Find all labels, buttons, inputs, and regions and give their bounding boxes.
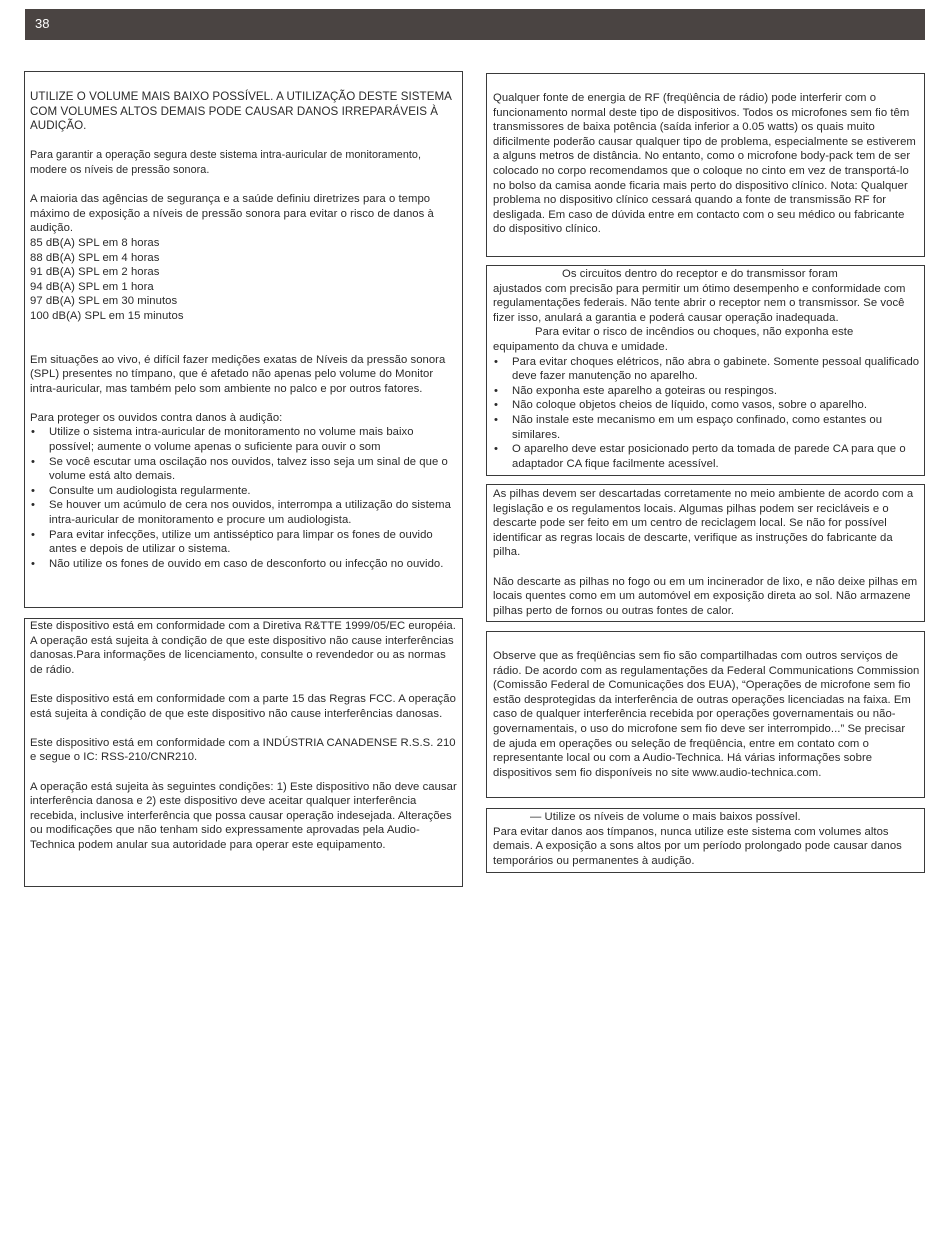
fire-warning-rest: equipamento da chuva e umidade. (493, 340, 668, 353)
circuits-line-first: Os circuitos dentro do receptor e do transmissor foram (562, 268, 838, 280)
battery-paragraph-recycle: As pilhas devem ser descartadas corretamente no meio ambiente de acordo com a legislação e os regulamentos locais. Algumas pilhas podem ser recicláveis e o descarte pode ser feito em um centro de reciclagem local. Se não for possível identificar as regras locais de descarte, verifique as instruções do fabricante da pilha. (493, 488, 914, 559)
protect-list (30, 425, 458, 571)
fire-warning-line-first: Para evitar o risco de incêndios ou choques, não exponha este (535, 326, 854, 339)
regulatory-box (24, 618, 463, 887)
exposure-limit: 94 dB(A) SPL em 1 hora (30, 280, 154, 293)
regulatory-paragraph-conditions: A operação está sujeita às seguintes condições: 1) Este dispositivo não deve causar interferência danosa e 2) este dispositivo deve aceitar qualquer interferência recebida, inclusive interferência que possa causar operação indesejada. Alterações ou modificações que não tenham sido expressamente aprovadas pela Audio-Technica podem anular sua autoridade para operar este equipamento. (30, 780, 457, 851)
frequencies-paragraph: Observe que as freqüências sem fio são compartilhadas com outros serviços de rádio. De acordo com as regulamentações da Federal Communications Commission (Comissão Federal de Comunicações dos EUA), “Operações de microfone sem fio estão desprotegidas da interferência de outras operações licenciadas na faixa. Em caso de qualquer interferência recebida por operações governamentais ou não-governamentais, o uso do microfone sem fio deve ser interrompido...” Se precisar de ajuda em operações ou seleção de freqüência, entre em contato com o representante local ou com a Audio-Technica. Há várias informações sobre dispositivos sem fio disponíveis no site www.audio-technica.com. (493, 650, 920, 779)
circuits-list (493, 355, 920, 472)
regulatory-paragraph-fcc: Este dispositivo está em conformidade com a parte 15 das Regras FCC. A operação está sujeita à condição de que este dispositivo não cause interferências danosas. (30, 692, 456, 720)
volume-warning-box (486, 808, 925, 873)
safety-intro: Para garantir a operação segura deste sistema intra-auricular de monitoramento, modere os níveis de pressão sonora. (30, 149, 422, 176)
list-item: • Não coloque objetos cheios de líquido, como vasos, sobre o aparelho. (493, 398, 920, 413)
list-item: • Não instale este mecanismo em um espaço confinado, como estantes ou similares. (493, 413, 920, 442)
page-header-bar (25, 9, 925, 40)
exposure-limit: 85 dB(A) SPL em 8 horas (30, 236, 160, 249)
volume-paragraph: Para evitar danos aos tímpanos, nunca utilize este sistema com volumes altos demais. A exposição a sons altos por um período prolongado pode causar danos temporários ou permanentes à audição. (493, 825, 902, 867)
battery-paragraph-fire: Não descarte as pilhas no fogo ou em um incinerador de lixo, e não deixe pilhas em locais quentes como em um automóvel em exposição direta ao sol. Não armazene pilhas perto de fornos ou outras fontes de calor. (493, 575, 918, 617)
list-item: • Utilize o sistema intra-auricular de monitoramento no volume mais baixo possível; aumente o volume apenas o suficiente para ouvir o som (30, 425, 458, 454)
exposure-limit: 100 dB(A) SPL em 15 minutos (30, 309, 184, 322)
rf-paragraph: Qualquer fonte de energia de RF (freqüência de rádio) pode interferir com o funcionamento normal deste tipo de dispositivos. Todos os microfones sem fio têm transmissores de baixa potência (saída inferior a 0.05 watts) os quais muito dificilmente poderão causar qualquer tipo de problema, especialmente se estiverem a alguns metros de distância. No entanto, como o microfone body-pack tem de ser colocado no corpo recomendamos que o coloque no cinto em vez de transportá-lo no bolso da camisa aonde ficaria mais perto do dispositivo clínico. Nota: Qualquer problema no dispositivo clínico cessará quando a fonte de transmissão RF for desligada. Em caso de dúvida entre em contacto com o seu médico ou fabricante do dispositivo clínico. (493, 92, 916, 236)
page-number: 38 (35, 16, 50, 31)
circuits-paragraph: ajustados com precisão para permitir um ótimo desempenho e conformidade com regulamentações federais. Não tente abrir o receptor nem o transmissor. Se você fizer isso, anulará a garantia e poderá causar operação inadequada. (493, 282, 906, 324)
exposure-limit: 97 dB(A) SPL em 30 minutos (30, 295, 178, 308)
rf-interference-box (486, 73, 925, 257)
live-situations-paragraph: Em situações ao vivo, é difícil fazer medições exatas de Níveis da pressão sonora (SPL) presentes no tímpano, que é afetado não apenas pelo volume do Monitor intra-auricular, mas também pelo som ambiente no palco e por outros fatores. (30, 353, 446, 395)
list-item: • Se houver um acúmulo de cera nos ouvidos, interrompa a utilização do sistema intra-auricular de monitoramento e procure um audiologista. (30, 498, 458, 527)
volume-line-first: — Utilize os níveis de volume o mais baixos possível. (530, 811, 801, 823)
list-item: • Para evitar choques elétricos, não abra o gabinete. Somente pessoal qualificado deve fazer manutenção no aparelho. (493, 355, 920, 384)
exposure-limit: 88 dB(A) SPL em 4 horas (30, 251, 160, 264)
list-item: • Consulte um audiologista regularmente. (30, 484, 458, 499)
regulatory-paragraph-ce: Este dispositivo está em conformidade com a Diretiva R&TTE 1999/05/EC européia. A operação está sujeita à condição de que este dispositivo não cause interferências danosas.Para informações de licenciamento, consulte o revendedor ou as normas de rádio. (30, 620, 456, 676)
battery-disposal-box (486, 484, 925, 622)
regulatory-paragraph-ic: Este dispositivo está em conformidade com a INDÚSTRIA CANADENSE R.S.S. 210 e segue o IC: RSS-210/CNR210. (30, 736, 456, 764)
circuits-warning-box (486, 265, 925, 476)
exposure-limit: 91 dB(A) SPL em 2 horas (30, 266, 160, 279)
safety-guidelines: A maioria das agências de segurança e a saúde definiu diretrizes para o tempo máximo de exposição a níveis de pressão sonora para evitar o risco de danos à audição. (30, 193, 434, 235)
safety-warning: UTILIZE O VOLUME MAIS BAIXO POSSÍVEL. A UTILIZAÇÃO DESTE SISTEMA COM VOLUMES ALTOS DEMAIS PODE CAUSAR DANOS IRREPARÁVEIS À AUDIÇÃO. (30, 90, 452, 133)
list-item: • O aparelho deve estar posicionado perto da tomada de parede CA para que o adaptador CA fique facilmente acessível. (493, 442, 920, 471)
list-item: • Não utilize os fones de ouvido em caso de desconforto ou infecção no ouvido. (30, 557, 458, 572)
wireless-frequencies-box (486, 631, 925, 798)
list-item: • Se você escutar uma oscilação nos ouvidos, talvez isso seja um sinal de que o volume está alto demais. (30, 455, 458, 484)
exposure-limits-list (30, 236, 458, 324)
list-item: • Para evitar infecções, utilize um antisséptico para limpar os fones de ouvido antes e depois de utilizar o sistema. (30, 528, 458, 557)
safety-notice-box (24, 71, 463, 608)
protect-intro: Para proteger os ouvidos contra danos à audição: (30, 411, 283, 424)
list-item: • Não exponha este aparelho a goteiras ou respingos. (493, 384, 920, 399)
